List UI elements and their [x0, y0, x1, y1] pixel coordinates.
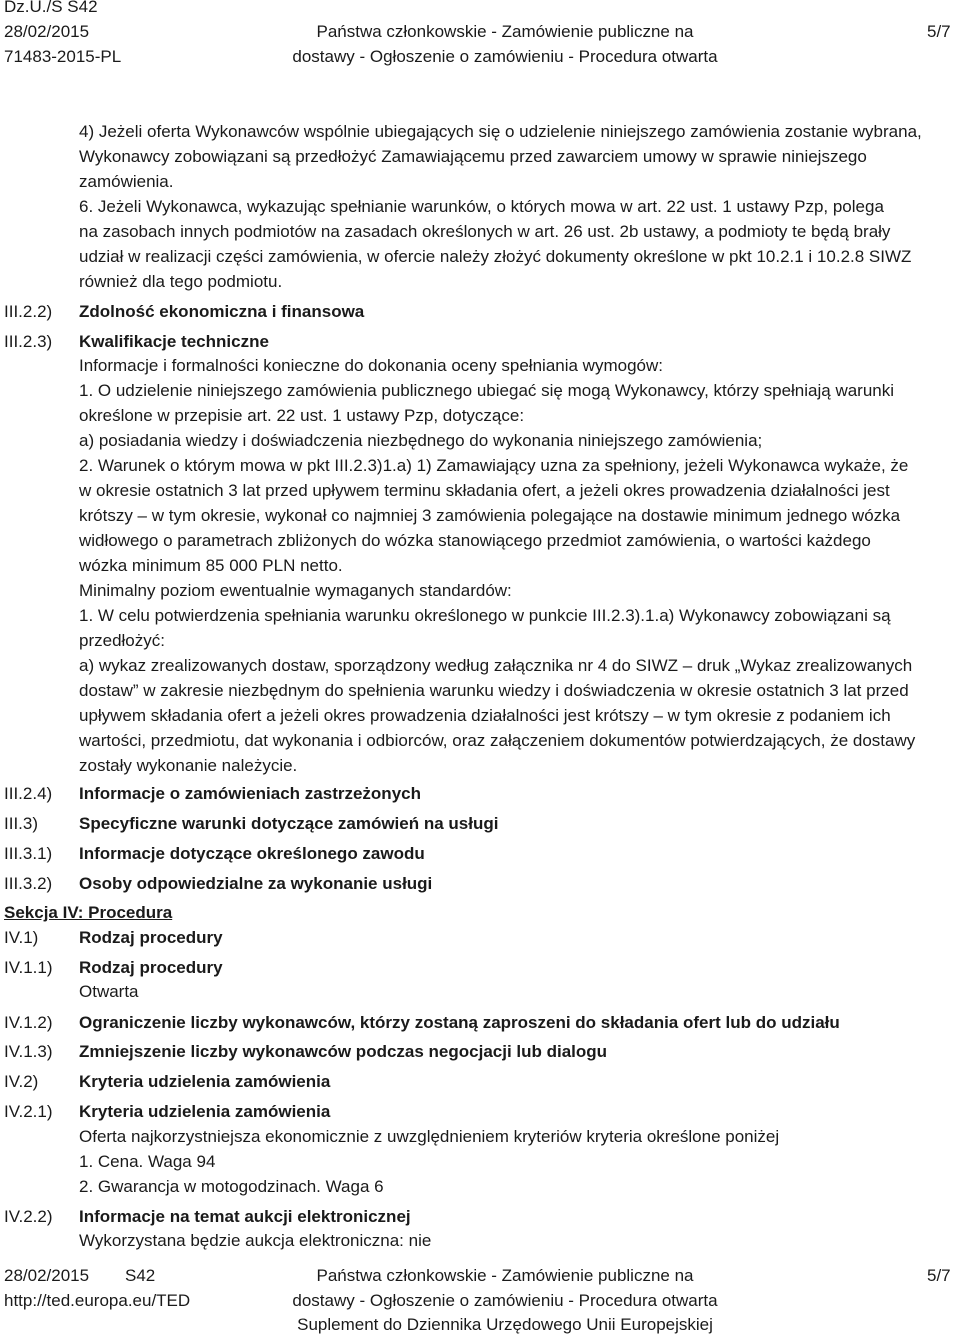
text-line: wartości, przedmiotu, dat wykonania i odbiorców, oraz załączeniem dokumentów potwierdzających, że dostawy	[79, 731, 916, 750]
section-number: III.3.2)	[4, 874, 53, 893]
text-line: określone w przepisie art. 22 ust. 1 ustawy Pzp, dotyczące:	[79, 406, 525, 425]
text-line: 2. Gwarancja w motogodzinach. Waga 6	[79, 1177, 384, 1196]
section-heading: Informacje na temat aukcji elektronicznej	[79, 1207, 411, 1226]
footer-title-line1: Państwa członkowskie - Zamówienie publiczne na	[316, 1266, 694, 1285]
text-line: zamówienia.	[79, 172, 174, 191]
section-number: IV.2.2)	[4, 1207, 53, 1226]
text-line: 1. Cena. Waga 94	[79, 1152, 216, 1171]
section-number: IV.1)	[4, 928, 39, 947]
text-line: zostały wykonanie należycie.	[79, 756, 298, 775]
section-heading: Kryteria udzielenia zamówienia	[79, 1102, 331, 1121]
section-heading: Rodzaj procedury	[79, 928, 223, 947]
text-line: 2. Warunek o którym mowa w pkt III.2.3)1.a) 1) Zamawiający uzna za spełniony, jeżeli Wykonawca wykaże, że	[79, 456, 909, 475]
doc-number: 71483-2015-PL	[4, 47, 122, 66]
footer-date: 28/02/2015	[4, 1266, 90, 1285]
section-number: III.2.3)	[4, 332, 53, 351]
header-page-number: 5/7	[927, 22, 951, 41]
text-line: wózka minimum 85 000 PLN netto.	[79, 556, 343, 575]
header-date: 28/02/2015	[4, 22, 90, 41]
text-line: Oferta najkorzystniejsza ekonomicznie z uwzględnieniem kryteriów kryteria określone poniżej	[79, 1127, 780, 1146]
section-number: IV.1.3)	[4, 1042, 53, 1061]
section-heading: Zmniejszenie liczby wykonawców podczas negocjacji lub dialogu	[79, 1042, 608, 1061]
text-line: 6. Jeżeli Wykonawca, wykazując spełnianie warunków, o których mowa w art. 22 ust. 1 ustawy Pzp, polega	[79, 197, 884, 216]
section-number: III.3.1)	[4, 844, 53, 863]
text-line: przedłożyć:	[79, 631, 165, 650]
procedure-type-value: Otwarta	[79, 982, 139, 1001]
header-title-line1: Państwa członkowskie - Zamówienie publiczne na	[316, 22, 694, 41]
text-line: również dla tego podmiotu.	[79, 272, 283, 291]
text-line: 1. O udzielenie niniejszego zamówienia publicznego ubiegać się mogą Wykonawcy, którzy spełniają warunki	[79, 381, 895, 400]
text-line: Wykonawcy zobowiązani są przedłożyć Zamawiającemu przed zawarciem umowy w sprawie niniejszego	[79, 147, 867, 166]
text-line: widłowego o parametrach zbliżonych do wózka stanowiącego przedmiot zamówienia, o wartości każdego	[79, 531, 871, 550]
text-line: Informacje i formalności konieczne do dokonania oceny spełniania wymogów:	[79, 356, 663, 375]
text-line: 4) Jeżeli oferta Wykonawców wspólnie ubiegających się o udzielenie niniejszego zamówienia zostanie wybrana,	[79, 122, 922, 141]
doc-reference: Dz.U./S S42	[4, 0, 98, 16]
text-line: a) posiadania wiedzy i doświadczenia niezbędnego do wykonania niniejszego zamówienia;	[79, 431, 763, 450]
section-heading: Ograniczenie liczby wykonawców, którzy zostaną zaproszeni do składania ofert lub do udziału	[79, 1013, 840, 1032]
text-line: krótszy – w tym okresie, wykonał co najmniej 3 zamówienia polegające na dostawie minimum jednego wózka	[79, 506, 901, 525]
footer-series: S42	[125, 1266, 156, 1285]
section-heading: Specyficzne warunki dotyczące zamówień na usługi	[79, 814, 499, 833]
section-number: III.3)	[4, 814, 39, 833]
footer-title-line2: dostawy - Ogłoszenie o zamówieniu - Procedura otwarta	[292, 1291, 718, 1310]
section-number: IV.2.1)	[4, 1102, 53, 1121]
footer-page-number: 5/7	[927, 1266, 951, 1285]
text-line: upływem składania ofert a jeżeli okres prowadzenia działalności jest krótszy – w tym okresie z podaniem ich	[79, 706, 891, 725]
text-line: na zasobach innych podmiotów na zasadach określonych w art. 26 ust. 2b ustawy, a podmioty te będą brały	[79, 222, 891, 241]
section-number: III.2.2)	[4, 302, 53, 321]
header-title-line2: dostawy - Ogłoszenie o zamówieniu - Procedura otwarta	[292, 47, 718, 66]
text-line: Wykorzystana będzie aukcja elektroniczna: nie	[79, 1231, 432, 1250]
section-heading: Kwalifikacje techniczne	[79, 332, 269, 351]
section-heading: Osoby odpowiedzialne za wykonanie usługi	[79, 874, 433, 893]
footer-url-link[interactable]: http://ted.europa.eu/TED	[4, 1291, 191, 1310]
text-line: 1. W celu potwierdzenia spełniania warunku określonego w punkcie III.2.3).1.a) Wykonawcy zobowiązani są	[79, 606, 891, 625]
text-line: udział w realizacji części zamówienia, w ofercie należy złożyć dokumenty określone w pkt 10.2.1 i 10.2.8 SIWZ	[79, 247, 912, 266]
section-number: III.2.4)	[4, 784, 53, 803]
section-number: IV.2)	[4, 1072, 39, 1091]
section-number: IV.1.2)	[4, 1013, 53, 1032]
text-line: Minimalny poziom ewentualnie wymaganych standardów:	[79, 581, 512, 600]
section-number: IV.1.1)	[4, 958, 53, 977]
text-line: a) wykaz zrealizowanych dostaw, sporządzony według załącznika nr 4 do SIWZ – druk „Wykaz zrealizowanych	[79, 656, 913, 675]
section-4-title: Sekcja IV: Procedura	[4, 903, 173, 922]
footer-title-line3: Suplement do Dziennika Urzędowego Unii Europejskiej	[297, 1315, 713, 1334]
section-heading: Kryteria udzielenia zamówienia	[79, 1072, 331, 1091]
section-heading: Rodzaj procedury	[79, 958, 223, 977]
section-heading: Informacje dotyczące określonego zawodu	[79, 844, 425, 863]
section-heading: Zdolność ekonomiczna i finansowa	[79, 302, 365, 321]
text-line: w okresie ostatnich 3 lat przed upływem terminu składania ofert, a jeżeli okres prowadzenia działalności jest	[79, 481, 890, 500]
section-heading: Informacje o zamówieniach zastrzeżonych	[79, 784, 421, 803]
text-line: dostaw” w zakresie niezbędnym do spełnienia warunku wiedzy i doświadczenia w okresie ostatnich 3 lat przed	[79, 681, 909, 700]
